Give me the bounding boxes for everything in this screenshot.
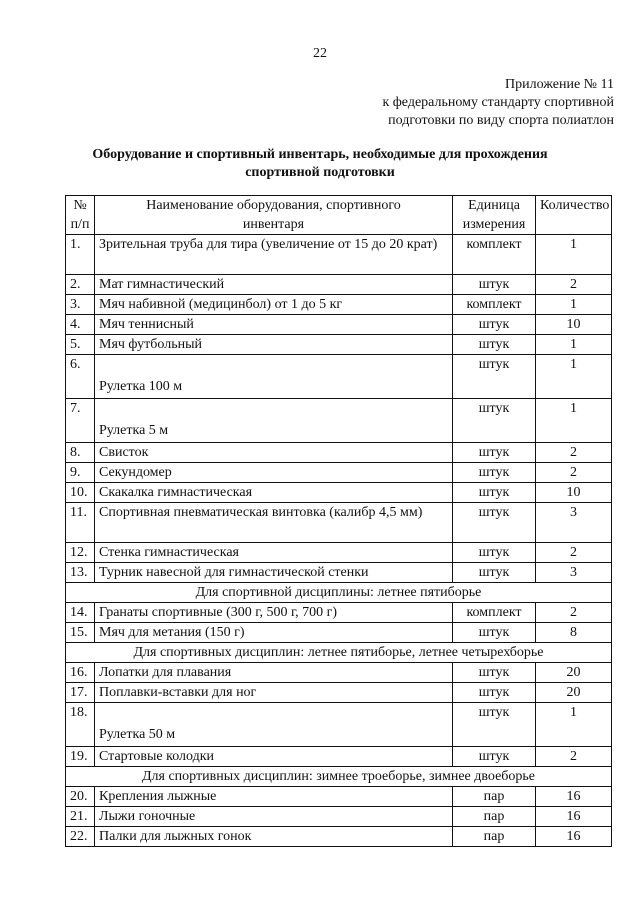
table-row — [66, 543, 612, 563]
row-name: Рулетка 50 м — [95, 703, 453, 747]
row-number: 10. — [66, 483, 95, 503]
table-row — [66, 295, 612, 315]
row-unit: штук — [453, 563, 536, 583]
table-row — [66, 603, 612, 623]
header-number — [66, 196, 95, 235]
row-name: Зрительная труба для тира (увеличение от 15 до 20 крат) — [95, 235, 453, 275]
row-quantity: 1 — [536, 235, 612, 275]
row-name: Секундомер — [95, 463, 453, 483]
row-unit: штук — [453, 335, 536, 355]
table-row — [66, 503, 612, 543]
row-number: 13. — [66, 563, 95, 583]
row-number: 14. — [66, 603, 95, 623]
table-row — [66, 807, 612, 827]
section-row — [66, 767, 612, 787]
row-number: 4. — [66, 315, 95, 335]
row-name: Крепления лыжные — [95, 787, 453, 807]
table-row — [66, 335, 612, 355]
document-title-line-1: Оборудование и спортивный инвентарь, необходимые для прохождения — [92, 147, 548, 162]
row-quantity: 1 — [536, 335, 612, 355]
appendix-heading — [382, 76, 614, 130]
row-number: 5. — [66, 335, 95, 355]
table-row — [66, 355, 612, 399]
row-quantity: 2 — [536, 603, 612, 623]
header-number-line-2: п/п — [70, 217, 90, 232]
table-row — [66, 683, 612, 703]
row-unit: штук — [453, 703, 536, 747]
table-row — [66, 663, 612, 683]
row-name: Скакалка гимнастическая — [95, 483, 453, 503]
row-name: Палки для лыжных гонок — [95, 827, 453, 847]
row-quantity: 16 — [536, 787, 612, 807]
row-name: Лыжи гоночные — [95, 807, 453, 827]
table-row — [66, 275, 612, 295]
row-unit: комплект — [453, 603, 536, 623]
row-unit: штук — [453, 663, 536, 683]
row-name: Стартовые колодки — [95, 747, 453, 767]
row-quantity: 2 — [536, 443, 612, 463]
row-number: 15. — [66, 623, 95, 643]
row-quantity: 1 — [536, 355, 612, 399]
row-unit: пар — [453, 827, 536, 847]
row-unit: комплект — [453, 295, 536, 315]
row-unit: штук — [453, 623, 536, 643]
row-name: Свисток — [95, 443, 453, 463]
table-row — [66, 483, 612, 503]
table-row — [66, 235, 612, 275]
row-name: Рулетка 100 м — [95, 355, 453, 399]
row-unit: штук — [453, 275, 536, 295]
row-quantity: 3 — [536, 503, 612, 543]
row-quantity: 2 — [536, 747, 612, 767]
row-number: 9. — [66, 463, 95, 483]
row-unit: штук — [453, 503, 536, 543]
row-quantity: 2 — [536, 463, 612, 483]
row-name: Лопатки для плавания — [95, 663, 453, 683]
row-quantity: 1 — [536, 703, 612, 747]
row-number: 3. — [66, 295, 95, 315]
row-number: 1. — [66, 235, 95, 275]
table-row — [66, 623, 612, 643]
table-row — [66, 703, 612, 747]
row-number: 7. — [66, 399, 95, 443]
table-row — [66, 463, 612, 483]
header-unit-line-2: измерения — [462, 217, 526, 232]
row-unit: штук — [453, 747, 536, 767]
row-unit: штук — [453, 463, 536, 483]
section-heading-summer-pentathlon-tetrathlon: Для спортивных дисциплин: летнее пятиборье, летнее четырехборье — [66, 643, 612, 663]
row-quantity: 1 — [536, 399, 612, 443]
table-row — [66, 443, 612, 463]
appendix-line-1: Приложение № 11 — [505, 77, 614, 92]
row-unit: штук — [453, 355, 536, 399]
row-unit: пар — [453, 787, 536, 807]
row-unit: штук — [453, 443, 536, 463]
row-quantity: 2 — [536, 543, 612, 563]
row-number: 11. — [66, 503, 95, 543]
row-name: Стенка гимнастическая — [95, 543, 453, 563]
section-row — [66, 583, 612, 603]
appendix-line-3: подготовки по виду спорта полиатлон — [388, 113, 614, 128]
row-name: Рулетка 5 м — [95, 399, 453, 443]
section-heading-winter-triathlon-biathlon: Для спортивных дисциплин: зимнее троеборье, зимнее двоеборье — [66, 767, 612, 787]
table-row — [66, 747, 612, 767]
header-name — [95, 196, 453, 235]
row-name: Мяч для метания (150 г) — [95, 623, 453, 643]
row-name: Мяч футбольный — [95, 335, 453, 355]
header-unit — [453, 196, 536, 235]
row-name: Турник навесной для гимнастической стенки — [95, 563, 453, 583]
section-row — [66, 643, 612, 663]
row-unit: штук — [453, 543, 536, 563]
row-name: Поплавки-вставки для ног — [95, 683, 453, 703]
row-number: 8. — [66, 443, 95, 463]
row-quantity: 2 — [536, 275, 612, 295]
row-number: 18. — [66, 703, 95, 747]
row-number: 19. — [66, 747, 95, 767]
row-unit: штук — [453, 483, 536, 503]
row-unit: штук — [453, 315, 536, 335]
header-number-line-1: № — [73, 198, 87, 213]
row-unit: штук — [453, 683, 536, 703]
section-heading-summer-pentathlon: Для спортивной дисциплины: летнее пятиборье — [66, 583, 612, 603]
row-quantity: 20 — [536, 683, 612, 703]
row-name: Мяч теннисный — [95, 315, 453, 335]
row-quantity: 10 — [536, 483, 612, 503]
table-header-row — [66, 196, 612, 235]
row-name: Гранаты спортивные (300 г, 500 г, 700 г) — [95, 603, 453, 623]
appendix-line-2: к федеральному стандарту спортивной — [382, 95, 614, 110]
header-name-line-2: инвентаря — [242, 217, 305, 232]
row-quantity: 1 — [536, 295, 612, 315]
row-name: Мат гимнастический — [95, 275, 453, 295]
table-row — [66, 563, 612, 583]
row-unit: пар — [453, 807, 536, 827]
row-number: 16. — [66, 663, 95, 683]
row-quantity: 10 — [536, 315, 612, 335]
row-unit: комплект — [453, 235, 536, 275]
row-name: Спортивная пневматическая винтовка (калибр 4,5 мм) — [95, 503, 453, 543]
header-unit-line-1: Единица — [468, 198, 520, 213]
row-quantity: 20 — [536, 663, 612, 683]
header-quantity: Количество — [536, 196, 612, 235]
document-title-line-2: спортивной подготовки — [245, 165, 395, 180]
table-row — [66, 315, 612, 335]
page-number: 22 — [313, 46, 327, 61]
row-number: 6. — [66, 355, 95, 399]
document-title — [0, 146, 640, 182]
row-quantity: 8 — [536, 623, 612, 643]
row-unit: штук — [453, 399, 536, 443]
row-number: 12. — [66, 543, 95, 563]
row-quantity: 3 — [536, 563, 612, 583]
row-quantity: 16 — [536, 807, 612, 827]
row-quantity: 16 — [536, 827, 612, 847]
row-name: Мяч набивной (медицинбол) от 1 до 5 кг — [95, 295, 453, 315]
equipment-table — [65, 195, 612, 847]
row-number: 22. — [66, 827, 95, 847]
row-number: 20. — [66, 787, 95, 807]
header-name-line-1: Наименование оборудования, спортивного — [146, 198, 401, 213]
row-number: 21. — [66, 807, 95, 827]
row-number: 17. — [66, 683, 95, 703]
table-row — [66, 787, 612, 807]
row-number: 2. — [66, 275, 95, 295]
table-row — [66, 827, 612, 847]
table-row — [66, 399, 612, 443]
